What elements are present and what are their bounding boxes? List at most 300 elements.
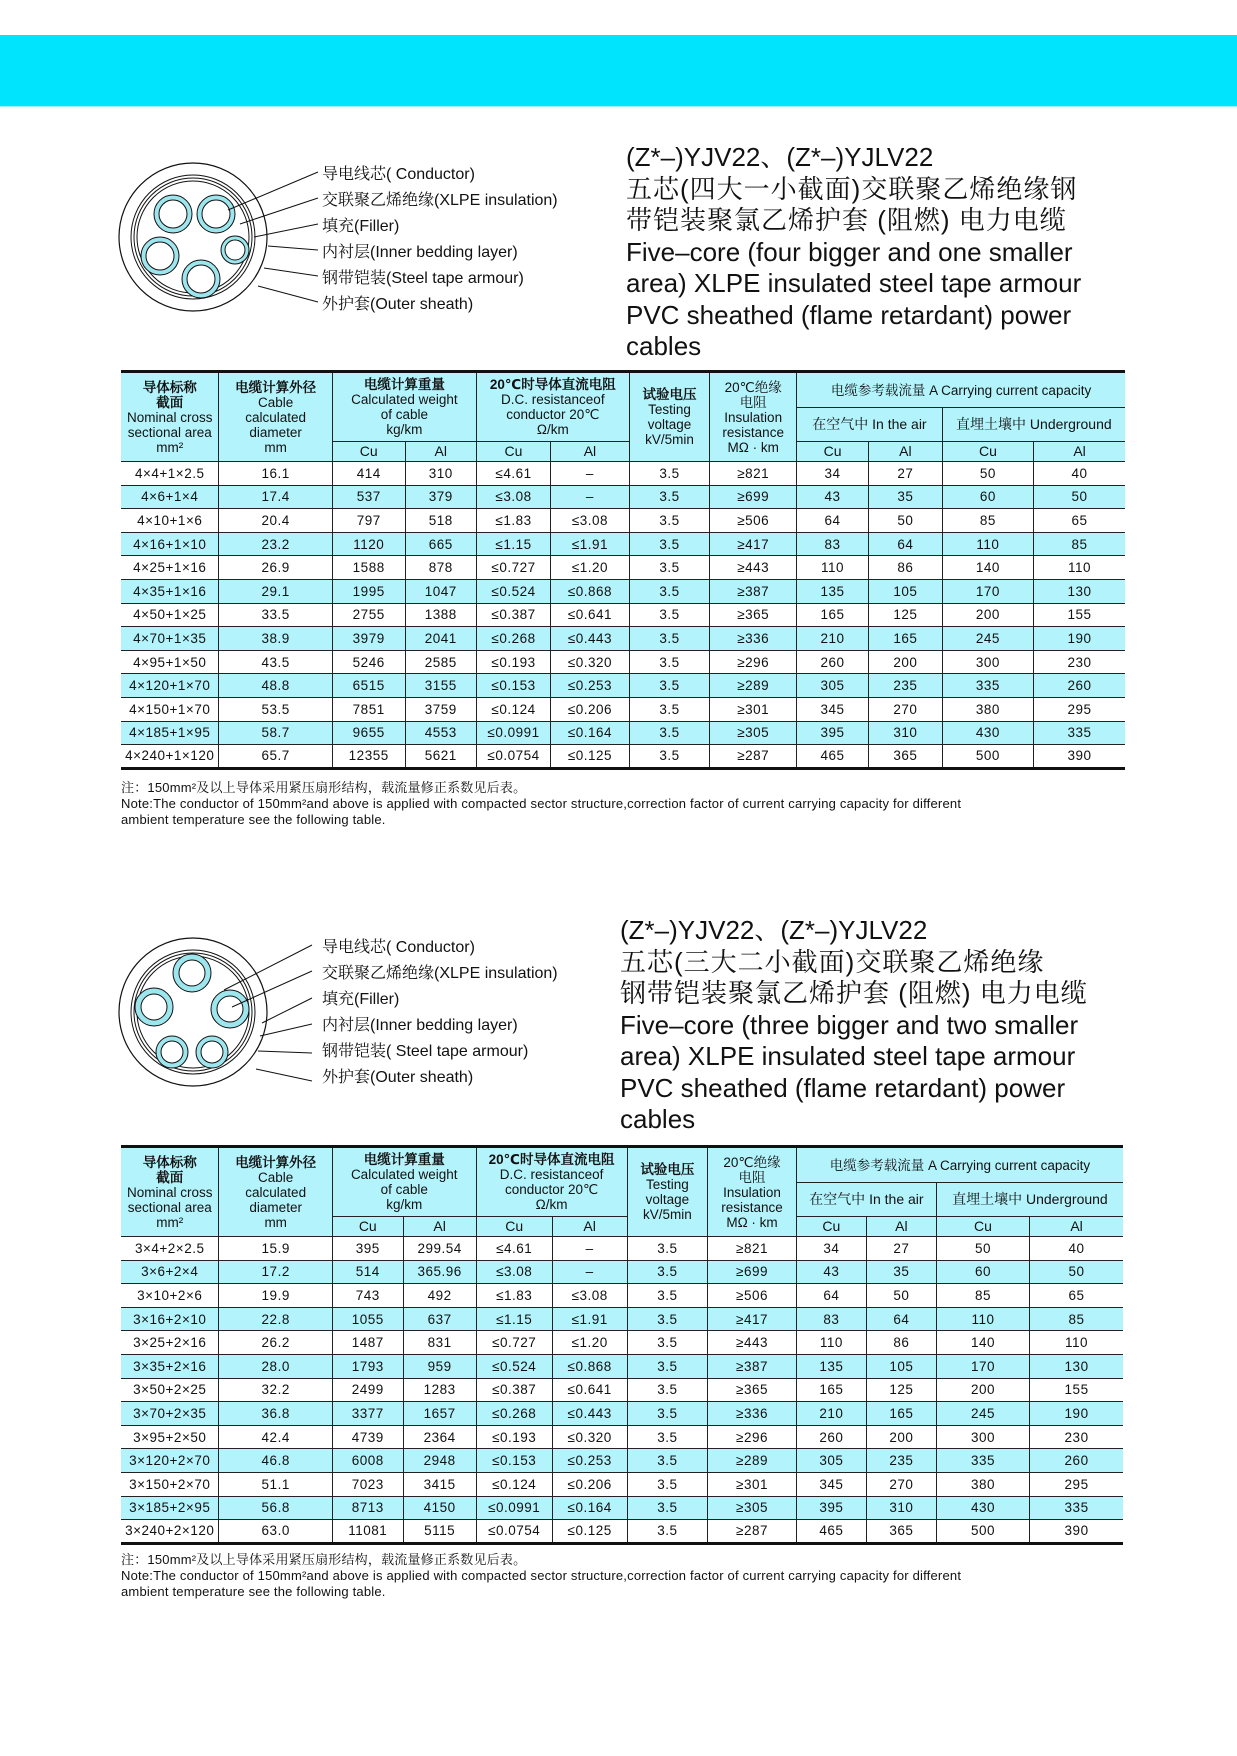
- cell-air-cu: 345: [796, 1472, 866, 1496]
- cell-underground-al: 50: [1034, 485, 1125, 509]
- title-en-line-1: Five–core (four bigger and one smaller: [626, 236, 1073, 267]
- cell-resistance-cu: ≤3.08: [476, 1260, 552, 1284]
- header-nominal-area: 导体标称 截面 Nominal cross sectional area mm²: [121, 372, 219, 462]
- cell-air-al: 365: [868, 745, 942, 769]
- cell-underground-cu: 300: [942, 650, 1033, 674]
- cell-weight-al: 379: [405, 485, 476, 509]
- cell-diameter: 58.7: [219, 721, 332, 745]
- cell-resistance-al: ≤1.91: [552, 1307, 627, 1331]
- cell-diameter: 51.1: [219, 1472, 332, 1496]
- cell-air-cu: 165: [797, 603, 869, 627]
- cell-nominal-area: 3×150+2×70: [121, 1472, 219, 1496]
- cell-air-cu: 43: [796, 1260, 866, 1284]
- cell-weight-cu: 8713: [332, 1496, 403, 1520]
- cell-weight-cu: 3377: [332, 1402, 403, 1426]
- cell-underground-cu: 380: [942, 697, 1033, 721]
- header-ug-al: Al: [1034, 442, 1125, 462]
- cell-resistance-cu: ≤1.15: [476, 1307, 552, 1331]
- cell-nominal-area: 3×6+2×4: [121, 1260, 219, 1284]
- legend-outer-sheath: 外护套(Outer sheath): [322, 1069, 474, 1086]
- cell-diameter: 56.8: [219, 1496, 332, 1520]
- table-row: [121, 603, 1125, 627]
- header-diameter: 电缆计算外径 Cable calculated diameter mm: [219, 1147, 332, 1237]
- cell-air-cu: 110: [796, 1331, 866, 1355]
- cell-testing-voltage: 3.5: [627, 1260, 708, 1284]
- cell-resistance-cu: ≤0.193: [476, 650, 550, 674]
- table-body: [121, 1237, 1123, 1544]
- cell-air-cu: 305: [796, 1449, 866, 1473]
- cell-underground-cu: 245: [936, 1402, 1029, 1426]
- title-en-line-4: cables: [626, 331, 702, 361]
- cell-nominal-area: 3×25+2×16: [121, 1331, 219, 1355]
- cell-resistance-cu: ≤0.387: [476, 1378, 552, 1402]
- footnote-en-2: ambient temperature see the following table.: [121, 812, 386, 827]
- header-res-cu: Cu: [476, 442, 550, 462]
- cell-diameter: 63.0: [219, 1520, 332, 1544]
- header-weight: 电缆计算重量 Calculated weight of cable kg/km: [332, 1147, 476, 1217]
- cell-resistance-cu: ≤0.0754: [476, 1520, 552, 1544]
- cell-nominal-area: 3×185+2×95: [121, 1496, 219, 1520]
- cell-air-al: 64: [868, 532, 942, 556]
- cell-resistance-al: ≤0.125: [552, 1520, 627, 1544]
- cell-air-cu: 465: [797, 745, 869, 769]
- cell-weight-al: 2948: [403, 1449, 476, 1473]
- cell-resistance-cu: ≤0.153: [476, 674, 550, 698]
- cell-air-al: 310: [866, 1496, 936, 1520]
- header-weight-cu: Cu: [332, 442, 405, 462]
- title-cn-line-1: 五芯(三大二小截面)交联聚乙烯绝缘: [620, 946, 1045, 977]
- cell-underground-al: 230: [1030, 1425, 1123, 1449]
- cell-underground-cu: 140: [936, 1331, 1029, 1355]
- cell-underground-al: 190: [1030, 1402, 1123, 1426]
- cell-insulation-resistance: ≥699: [708, 1260, 797, 1284]
- cell-weight-al: 1657: [403, 1402, 476, 1426]
- cell-air-cu: 345: [797, 697, 869, 721]
- cell-insulation-resistance: ≥301: [708, 1472, 797, 1496]
- cell-resistance-cu: ≤0.524: [476, 1354, 552, 1378]
- cell-weight-al: 1388: [405, 603, 476, 627]
- cell-insulation-resistance: ≥821: [708, 1237, 797, 1261]
- model-code: (Z*–)YJV22、(Z*–)YJLV22: [620, 915, 928, 945]
- cell-underground-cu: 50: [936, 1237, 1029, 1261]
- table-row: [121, 1307, 1123, 1331]
- cell-underground-cu: 60: [942, 485, 1033, 509]
- table-row: [121, 1378, 1123, 1402]
- cell-nominal-area: 4×50+1×25: [121, 603, 219, 627]
- cell-underground-al: 130: [1030, 1354, 1123, 1378]
- cell-insulation-resistance: ≥387: [710, 579, 797, 603]
- cell-underground-cu: 110: [942, 532, 1033, 556]
- footnote-en-1: Note:The conductor of 150mm²and above is applied with compacted sector structure,correction factor of current carrying capacity for different: [121, 1568, 962, 1583]
- cell-weight-cu: 2499: [332, 1378, 403, 1402]
- cell-weight-al: 3415: [403, 1472, 476, 1496]
- cell-resistance-cu: ≤0.387: [476, 603, 550, 627]
- footnote-en-1: Note:The conductor of 150mm²and above is applied with compacted sector structure,correction factor of current carrying capacity for different: [121, 796, 962, 811]
- header-ug-cu: Cu: [942, 442, 1033, 462]
- cell-resistance-al: ≤0.125: [551, 745, 630, 769]
- cell-resistance-al: ≤0.320: [552, 1425, 627, 1449]
- cell-air-al: 270: [866, 1472, 936, 1496]
- cell-air-cu: 395: [797, 721, 869, 745]
- cell-resistance-al: ≤1.91: [551, 532, 630, 556]
- cell-weight-al: 3759: [405, 697, 476, 721]
- cell-underground-cu: 110: [936, 1307, 1029, 1331]
- cell-underground-cu: 60: [936, 1260, 1029, 1284]
- cell-resistance-al: ≤0.868: [551, 579, 630, 603]
- cell-weight-al: 2041: [405, 627, 476, 651]
- model-code: (Z*–)YJV22、(Z*–)YJLV22: [626, 142, 934, 172]
- cell-resistance-cu: ≤0.727: [476, 556, 550, 580]
- cell-testing-voltage: 3.5: [627, 1284, 708, 1308]
- cell-diameter: 17.2: [219, 1260, 332, 1284]
- header-current-capacity: 电缆参考载流量 A Carrying current capacity: [796, 1147, 1123, 1183]
- cell-nominal-area: 4×150+1×70: [121, 697, 219, 721]
- table-row: [121, 745, 1125, 769]
- cell-resistance-al: –: [552, 1260, 627, 1284]
- cell-underground-cu: 500: [936, 1520, 1029, 1544]
- cell-weight-al: 1047: [405, 579, 476, 603]
- cell-insulation-resistance: ≥296: [710, 650, 797, 674]
- legend-steel-tape-armour: 钢带铠装(Steel tape armour): [322, 270, 524, 287]
- table-body: [121, 462, 1125, 769]
- cell-underground-al: 335: [1030, 1496, 1123, 1520]
- cell-testing-voltage: 3.5: [627, 1472, 708, 1496]
- cell-insulation-resistance: ≥417: [708, 1307, 797, 1331]
- title-cn-line-2: 带铠装聚氯乙烯护套 (阻燃) 电力电缆: [626, 205, 1067, 235]
- cell-testing-voltage: 3.5: [629, 650, 710, 674]
- cell-weight-cu: 537: [332, 485, 405, 509]
- legend-conductor: 导电线芯( Conductor): [322, 939, 475, 956]
- cell-nominal-area: 3×240+2×120: [121, 1520, 219, 1544]
- cell-weight-cu: 1487: [332, 1331, 403, 1355]
- diagram-legend: [322, 162, 558, 318]
- cell-underground-al: 40: [1030, 1237, 1123, 1261]
- cell-underground-cu: 170: [942, 579, 1033, 603]
- header-nominal-area: 导体标称 截面 Nominal cross sectional area mm²: [121, 1147, 219, 1237]
- cell-diameter: 38.9: [219, 627, 332, 651]
- legend-xlpe-insulation: 交联聚乙烯绝缘(XLPE insulation): [322, 192, 558, 209]
- cell-air-al: 86: [868, 556, 942, 580]
- cell-weight-cu: 11081: [332, 1520, 403, 1544]
- cell-testing-voltage: 3.5: [629, 532, 710, 556]
- cell-insulation-resistance: ≥443: [710, 556, 797, 580]
- cell-insulation-resistance: ≥305: [708, 1496, 797, 1520]
- cell-nominal-area: 4×240+1×120: [121, 745, 219, 769]
- cell-air-al: 270: [868, 697, 942, 721]
- header-testing-voltage: 试验电压 Testing voltage kV/5min: [627, 1147, 708, 1237]
- cell-underground-al: 295: [1034, 697, 1125, 721]
- cell-weight-cu: 9655: [332, 721, 405, 745]
- cell-air-al: 86: [866, 1331, 936, 1355]
- header-insulation-resistance: 20℃绝缘 电阻 Insulation resistance MΩ · km: [710, 372, 797, 462]
- cell-weight-al: 4553: [405, 721, 476, 745]
- cell-insulation-resistance: ≥296: [708, 1425, 797, 1449]
- cell-resistance-al: ≤3.08: [551, 509, 630, 533]
- table-row: [121, 1425, 1123, 1449]
- header-air-cu: Cu: [796, 1217, 866, 1237]
- cell-resistance-cu: ≤0.524: [476, 579, 550, 603]
- cell-resistance-al: ≤0.253: [552, 1449, 627, 1473]
- cell-weight-al: 1283: [403, 1378, 476, 1402]
- cell-air-al: 200: [866, 1425, 936, 1449]
- cell-resistance-cu: ≤0.727: [476, 1331, 552, 1355]
- cell-underground-cu: 50: [942, 462, 1033, 486]
- footnote-cn: 注：150mm²及以上导体采用紧压扇形结构，载流量修正系数见后表。: [121, 1552, 527, 1567]
- cell-air-cu: 135: [796, 1354, 866, 1378]
- cell-weight-cu: 797: [332, 509, 405, 533]
- cable-cross-section-diagram: [118, 937, 268, 1087]
- cell-underground-al: 65: [1030, 1284, 1123, 1308]
- title-en-line-3: PVC sheathed (flame retardant) power: [620, 1072, 1066, 1103]
- table-row: [121, 1520, 1123, 1544]
- cell-insulation-resistance: ≥305: [710, 721, 797, 745]
- cell-underground-cu: 335: [936, 1449, 1029, 1473]
- title-cn-line-1: 五芯(四大一小截面)交联聚乙烯绝缘钢: [626, 173, 1078, 204]
- header-insulation-resistance: 20℃绝缘 电阻 Insulation resistance MΩ · km: [708, 1147, 797, 1237]
- cell-testing-voltage: 3.5: [629, 556, 710, 580]
- cell-diameter: 26.9: [219, 556, 332, 580]
- cell-air-al: 235: [866, 1449, 936, 1473]
- cell-underground-cu: 200: [942, 603, 1033, 627]
- cell-resistance-al: ≤0.443: [551, 627, 630, 651]
- cell-resistance-al: ≤0.443: [552, 1402, 627, 1426]
- cell-air-al: 50: [868, 509, 942, 533]
- cell-diameter: 22.8: [219, 1307, 332, 1331]
- legend-xlpe-insulation: 交联聚乙烯绝缘(XLPE insulation): [322, 965, 558, 982]
- cell-underground-al: 335: [1034, 721, 1125, 745]
- cell-testing-voltage: 3.5: [627, 1237, 708, 1261]
- cell-weight-al: 831: [403, 1331, 476, 1355]
- cell-nominal-area: 4×70+1×35: [121, 627, 219, 651]
- cell-underground-al: 260: [1034, 674, 1125, 698]
- cell-underground-al: 155: [1030, 1378, 1123, 1402]
- cell-underground-al: 295: [1030, 1472, 1123, 1496]
- cell-underground-al: 190: [1034, 627, 1125, 651]
- cell-underground-al: 85: [1034, 532, 1125, 556]
- cell-resistance-cu: ≤0.124: [476, 697, 550, 721]
- cell-underground-al: 230: [1034, 650, 1125, 674]
- cell-nominal-area: 4×25+1×16: [121, 556, 219, 580]
- cell-air-cu: 165: [796, 1378, 866, 1402]
- cell-weight-al: 3155: [405, 674, 476, 698]
- cell-weight-cu: 5246: [332, 650, 405, 674]
- cell-underground-al: 260: [1030, 1449, 1123, 1473]
- cell-insulation-resistance: ≥443: [708, 1331, 797, 1355]
- cell-underground-al: 130: [1034, 579, 1125, 603]
- cell-underground-cu: 200: [936, 1378, 1029, 1402]
- cell-testing-voltage: 3.5: [627, 1520, 708, 1544]
- cell-underground-al: 40: [1034, 462, 1125, 486]
- cell-weight-cu: 1055: [332, 1307, 403, 1331]
- cell-air-cu: 260: [796, 1425, 866, 1449]
- table-row: [121, 1402, 1123, 1426]
- footnote: [121, 1552, 961, 1600]
- cell-diameter: 42.4: [219, 1425, 332, 1449]
- cell-underground-al: 110: [1030, 1331, 1123, 1355]
- cell-underground-cu: 300: [936, 1425, 1029, 1449]
- cell-weight-cu: 6515: [332, 674, 405, 698]
- cell-insulation-resistance: ≥336: [708, 1402, 797, 1426]
- header-res-cu: Cu: [476, 1217, 552, 1237]
- cell-insulation-resistance: ≥506: [710, 509, 797, 533]
- cell-testing-voltage: 3.5: [629, 697, 710, 721]
- cell-air-cu: 34: [797, 462, 869, 486]
- table-row: [121, 509, 1125, 533]
- cell-diameter: 48.8: [219, 674, 332, 698]
- cell-insulation-resistance: ≥387: [708, 1354, 797, 1378]
- spec-table: [121, 1145, 1123, 1545]
- cell-weight-cu: 1588: [332, 556, 405, 580]
- cell-resistance-cu: ≤1.83: [476, 1284, 552, 1308]
- cell-diameter: 23.2: [219, 532, 332, 556]
- footnote-cn: 注：150mm²及以上导体采用紧压扇形结构，载流量修正系数见后表。: [121, 780, 527, 795]
- cell-testing-voltage: 3.5: [629, 674, 710, 698]
- cell-air-al: 27: [866, 1237, 936, 1261]
- legend-filler: 填充(Filler): [322, 991, 400, 1008]
- cell-insulation-resistance: ≥336: [710, 627, 797, 651]
- cell-underground-cu: 245: [942, 627, 1033, 651]
- cell-underground-cu: 85: [942, 509, 1033, 533]
- cell-nominal-area: 4×120+1×70: [121, 674, 219, 698]
- cell-testing-voltage: 3.5: [627, 1449, 708, 1473]
- footnote: [121, 780, 961, 828]
- diagram-legend: [322, 935, 558, 1091]
- table-row: [121, 532, 1125, 556]
- table-row: [121, 650, 1125, 674]
- cell-weight-al: 518: [405, 509, 476, 533]
- cell-nominal-area: 4×4+1×2.5: [121, 462, 219, 486]
- cell-testing-voltage: 3.5: [627, 1402, 708, 1426]
- cell-resistance-al: ≤0.164: [552, 1496, 627, 1520]
- title-en-line-2: area) XLPE insulated steel tape armour: [620, 1041, 1076, 1071]
- cell-testing-voltage: 3.5: [629, 627, 710, 651]
- title-en-line-3: PVC sheathed (flame retardant) power: [626, 299, 1072, 330]
- legend-inner-bedding: 内衬层(Inner bedding layer): [322, 244, 518, 261]
- cell-air-al: 165: [868, 627, 942, 651]
- header-weight-al: Al: [403, 1217, 476, 1237]
- title-en-line-2: area) XLPE insulated steel tape armour: [626, 268, 1082, 298]
- cell-resistance-cu: ≤0.193: [476, 1425, 552, 1449]
- table-row: [121, 627, 1125, 651]
- cell-nominal-area: 3×10+2×6: [121, 1284, 219, 1308]
- cell-resistance-al: –: [551, 485, 630, 509]
- cell-air-cu: 83: [797, 532, 869, 556]
- title-en-line-4: cables: [620, 1104, 696, 1134]
- cell-air-al: 365: [866, 1520, 936, 1544]
- header-air-cu: Cu: [797, 442, 869, 462]
- cell-insulation-resistance: ≥289: [708, 1449, 797, 1473]
- cell-insulation-resistance: ≥365: [708, 1378, 797, 1402]
- cell-diameter: 46.8: [219, 1449, 332, 1473]
- cell-nominal-area: 3×120+2×70: [121, 1449, 219, 1473]
- cell-resistance-al: ≤0.641: [552, 1378, 627, 1402]
- cell-resistance-cu: ≤0.153: [476, 1449, 552, 1473]
- cell-insulation-resistance: ≥287: [708, 1520, 797, 1544]
- cell-underground-cu: 500: [942, 745, 1033, 769]
- cell-nominal-area: 4×6+1×4: [121, 485, 219, 509]
- cell-weight-al: 5115: [403, 1520, 476, 1544]
- cell-air-cu: 43: [797, 485, 869, 509]
- cell-nominal-area: 4×35+1×16: [121, 579, 219, 603]
- cell-air-al: 35: [868, 485, 942, 509]
- cell-insulation-resistance: ≥301: [710, 697, 797, 721]
- cell-underground-cu: 170: [936, 1354, 1029, 1378]
- cell-air-cu: 135: [797, 579, 869, 603]
- cell-air-cu: 260: [797, 650, 869, 674]
- table-row: [121, 1237, 1123, 1261]
- header-in-air: 在空气中 In the air: [797, 408, 943, 442]
- cell-air-al: 105: [868, 579, 942, 603]
- cell-weight-cu: 3979: [332, 627, 405, 651]
- cell-resistance-cu: ≤0.0991: [476, 721, 550, 745]
- cell-underground-cu: 335: [942, 674, 1033, 698]
- legend-conductor: 导电线芯( Conductor): [322, 166, 475, 183]
- cell-nominal-area: 4×10+1×6: [121, 509, 219, 533]
- cell-testing-voltage: 3.5: [627, 1331, 708, 1355]
- cell-air-al: 200: [868, 650, 942, 674]
- table-row: [121, 1472, 1123, 1496]
- cell-weight-al: 665: [405, 532, 476, 556]
- header-dc-resistance: 20℃时导体直流电阻 D.C. resistanceof conductor 20℃ Ω/km: [476, 1147, 627, 1217]
- cell-air-al: 50: [866, 1284, 936, 1308]
- cell-resistance-cu: ≤0.0991: [476, 1496, 552, 1520]
- cell-resistance-al: ≤3.08: [552, 1284, 627, 1308]
- cell-weight-cu: 395: [332, 1237, 403, 1261]
- cell-testing-voltage: 3.5: [627, 1425, 708, 1449]
- cell-diameter: 20.4: [219, 509, 332, 533]
- cell-resistance-al: –: [552, 1237, 627, 1261]
- cell-underground-al: 65: [1034, 509, 1125, 533]
- cell-testing-voltage: 3.5: [629, 509, 710, 533]
- cell-weight-al: 878: [405, 556, 476, 580]
- legend-inner-bedding: 内衬层(Inner bedding layer): [322, 1017, 518, 1034]
- cell-resistance-al: ≤0.164: [551, 721, 630, 745]
- cell-air-al: 165: [866, 1402, 936, 1426]
- title-cn-line-2: 钢带铠装聚氯乙烯护套 (阻燃) 电力电缆: [620, 978, 1088, 1008]
- table-row: [121, 1354, 1123, 1378]
- cell-resistance-al: ≤0.206: [551, 697, 630, 721]
- cell-air-al: 235: [868, 674, 942, 698]
- cell-weight-al: 637: [403, 1307, 476, 1331]
- cell-weight-cu: 7023: [332, 1472, 403, 1496]
- cell-weight-al: 5621: [405, 745, 476, 769]
- cell-air-al: 35: [866, 1260, 936, 1284]
- header-testing-voltage: 试验电压 Testing voltage kV/5min: [629, 372, 710, 462]
- cell-weight-cu: 414: [332, 462, 405, 486]
- cell-air-al: 310: [868, 721, 942, 745]
- cell-air-cu: 110: [797, 556, 869, 580]
- cell-insulation-resistance: ≥699: [710, 485, 797, 509]
- header-current-capacity: 电缆参考载流量 A Carrying current capacity: [797, 372, 1125, 408]
- cell-resistance-cu: ≤1.15: [476, 532, 550, 556]
- cable-cross-section-icon: [118, 162, 268, 312]
- cell-air-cu: 34: [796, 1237, 866, 1261]
- table-row: [121, 485, 1125, 509]
- cell-resistance-cu: ≤3.08: [476, 485, 550, 509]
- cell-resistance-al: –: [551, 462, 630, 486]
- header-in-air: 在空气中 In the air: [796, 1183, 936, 1217]
- cell-nominal-area: 3×50+2×25: [121, 1378, 219, 1402]
- cell-air-cu: 305: [797, 674, 869, 698]
- cell-insulation-resistance: ≥417: [710, 532, 797, 556]
- cell-air-al: 27: [868, 462, 942, 486]
- cell-resistance-cu: ≤4.61: [476, 1237, 552, 1261]
- cell-insulation-resistance: ≥506: [708, 1284, 797, 1308]
- header-weight-al: Al: [405, 442, 476, 462]
- cell-testing-voltage: 3.5: [627, 1496, 708, 1520]
- product-title: [626, 142, 1081, 363]
- cell-testing-voltage: 3.5: [629, 462, 710, 486]
